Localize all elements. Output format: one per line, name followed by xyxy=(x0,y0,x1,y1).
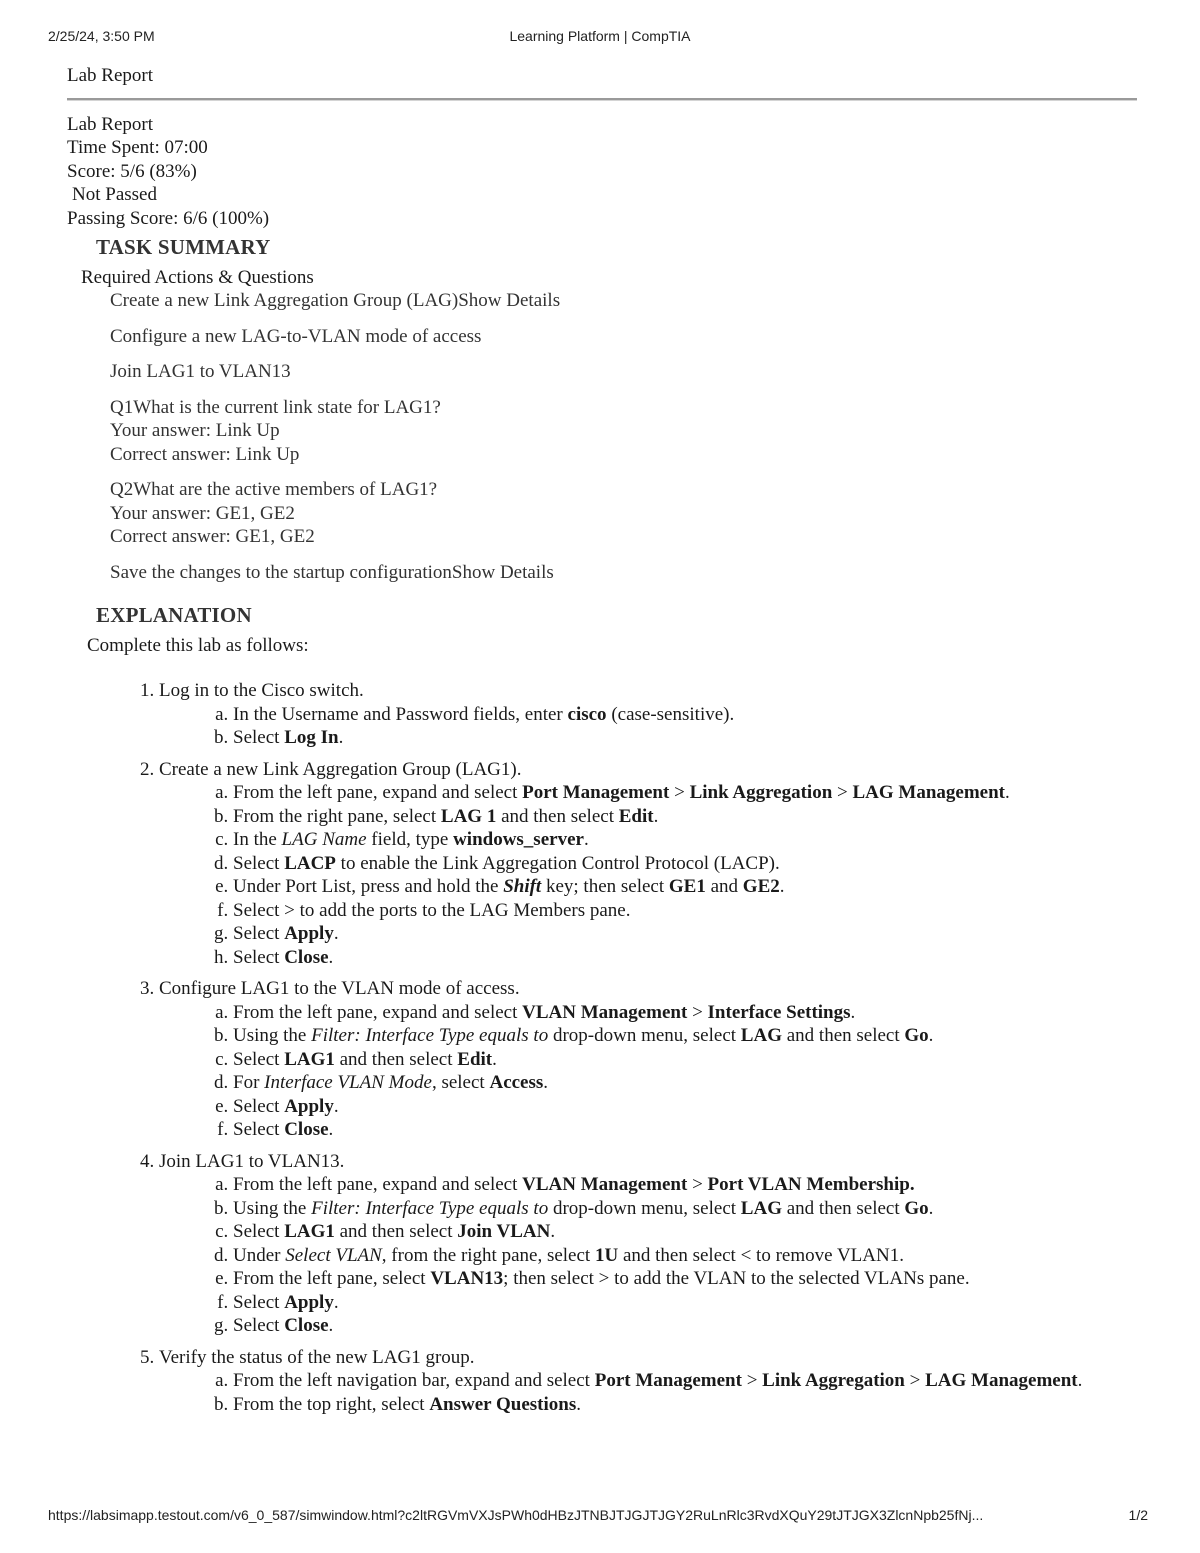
step-item xyxy=(159,758,1137,970)
substep-item: e. From the left pane, select VLAN13; then select > to add the VLAN to the selected VLANs pane. xyxy=(233,1267,1137,1291)
emphasis-text: Interface VLAN Mode xyxy=(264,1072,432,1093)
substep-item: d. Under Select VLAN, from the right pane, select 1U and then select < to remove VLAN1. xyxy=(233,1244,1137,1268)
emphasis-text: Close xyxy=(284,1315,329,1336)
emphasis-text: Filter: Interface Type equals to xyxy=(311,1197,549,1219)
emphasis-text: Join VLAN xyxy=(457,1221,551,1242)
substep-item: e. Under Port List, press and hold the Shift key; then select GE1 and GE2. xyxy=(233,875,1137,899)
show-details-link[interactable]: Show Details xyxy=(451,561,554,583)
report-meta xyxy=(67,113,1137,231)
emphasis-text: LAG1 xyxy=(284,1221,335,1242)
emphasis-text: Close xyxy=(284,1119,329,1140)
emphasis-text: 1U xyxy=(594,1244,619,1266)
emphasis-text: Select VLAN xyxy=(285,1244,382,1266)
substep-item: b. From the right pane, select LAG 1 and then select Edit. xyxy=(233,805,1137,829)
task-text: Join LAG1 to VLAN13 xyxy=(110,361,291,382)
substep-item: g. Select Apply. xyxy=(233,922,1137,946)
print-header xyxy=(0,28,1200,48)
report-heading: Lab Report xyxy=(67,65,154,86)
substep-item: g. Select Close. xyxy=(233,1314,1137,1338)
substep-item: b. Using the Filter: Interface Type equals to drop-down menu, select LAG and then select Go. xyxy=(233,1197,1137,1221)
substep-list xyxy=(159,781,1137,969)
substep-item: h. Select Close. xyxy=(233,946,1137,970)
emphasis-text: Edit xyxy=(457,1048,493,1070)
substep-list xyxy=(159,1001,1137,1142)
emphasis-text: Filter: Interface Type equals to xyxy=(311,1025,549,1046)
emphasis-text: Apply xyxy=(284,1095,334,1117)
emphasis-text: Edit xyxy=(618,805,654,827)
emphasis-text: GE2 xyxy=(742,876,780,897)
step-text: Create a new Link Aggregation Group (LAG1). xyxy=(159,758,522,780)
emphasis-text: Go xyxy=(904,1025,929,1046)
substep-list xyxy=(159,1369,1137,1416)
page-number: 1/2 xyxy=(1128,1507,1148,1523)
emphasis-text: Port VLAN Membership. xyxy=(707,1174,915,1195)
step-item xyxy=(159,679,1137,750)
substep-item: f. Select Close. xyxy=(233,1118,1137,1142)
emphasis-text: Link Aggregation xyxy=(762,1370,905,1391)
emphasis-text: Shift xyxy=(503,876,542,897)
substep-item: a. From the left pane, expand and select VLAN Management > Port VLAN Membership. xyxy=(233,1173,1137,1197)
substep-item: b. Using the Filter: Interface Type equals to drop-down menu, select LAG and then select Go. xyxy=(233,1024,1137,1048)
emphasis-text: VLAN Management xyxy=(522,1001,688,1023)
emphasis-text: Port Management xyxy=(594,1370,742,1391)
task-summary-title: TASK SUMMARY xyxy=(96,235,271,259)
substep-list xyxy=(159,703,1137,750)
question-item xyxy=(110,396,1137,467)
print-footer xyxy=(0,1507,1200,1527)
show-details-link[interactable]: Show Details xyxy=(458,290,561,311)
print-datetime: 2/25/24, 3:50 PM xyxy=(48,28,155,44)
step-text: Log in to the Cisco switch. xyxy=(159,680,364,701)
emphasis-text: Apply xyxy=(284,1291,334,1313)
passing-score: Passing Score: 6/6 (100%) xyxy=(67,207,270,229)
question-label: Q1 xyxy=(110,396,134,418)
time-spent: Time Spent: 07:00 xyxy=(67,137,208,158)
emphasis-text: Link Aggregation xyxy=(689,782,833,803)
emphasis-text: LAG xyxy=(740,1197,782,1219)
step-item xyxy=(159,1346,1137,1417)
step-text: Join LAG1 to VLAN13. xyxy=(159,1150,345,1172)
emphasis-text: Interface Settings xyxy=(707,1001,851,1023)
list-item xyxy=(110,289,1137,313)
your-answer: Your answer: Link Up xyxy=(110,420,280,441)
substep-item: a. From the left pane, expand and select VLAN Management > Interface Settings. xyxy=(233,1001,1137,1025)
emphasis-text: windows_server xyxy=(453,829,584,850)
emphasis-text: Apply xyxy=(284,923,334,944)
substep-item: c. In the LAG Name field, type windows_server. xyxy=(233,828,1137,852)
required-actions-heading: Required Actions & Questions xyxy=(81,266,314,288)
substep-item: c. Select LAG1 and then select Join VLAN. xyxy=(233,1220,1137,1244)
list-item xyxy=(110,360,1137,384)
step-item xyxy=(159,977,1137,1142)
explanation-intro: Complete this lab as follows: xyxy=(87,634,309,656)
print-page-title: Learning Platform | CompTIA xyxy=(509,28,691,44)
substep-item: c. Select LAG1 and then select Edit. xyxy=(233,1048,1137,1072)
emphasis-text: GE1 xyxy=(668,876,706,897)
explanation-steps xyxy=(67,679,1137,1416)
divider xyxy=(67,98,1137,101)
substep-item: a. From the left navigation bar, expand and select Port Management > Link Aggregation > LAG Management. xyxy=(233,1369,1137,1393)
substep-item: b. From the top right, select Answer Questions. xyxy=(233,1393,1137,1417)
question-text: What are the active members of LAG1? xyxy=(133,479,438,500)
task-text: Create a new Link Aggregation Group (LAG) xyxy=(110,290,459,311)
emphasis-text: LAG 1 xyxy=(440,805,497,827)
emphasis-text: Access xyxy=(489,1072,544,1093)
list-item xyxy=(110,325,1137,349)
substep-item: e. Select Apply. xyxy=(233,1095,1137,1119)
list-item xyxy=(110,561,1137,585)
substep-item: a. From the left pane, expand and select Port Management > Link Aggregation > LAG Management. xyxy=(233,781,1137,805)
substep-item: f. Select Apply. xyxy=(233,1291,1137,1315)
substep-item: d. For Interface VLAN Mode, select Access. xyxy=(233,1071,1137,1095)
task-list xyxy=(110,289,1137,584)
step-text: Verify the status of the new LAG1 group. xyxy=(159,1346,475,1368)
emphasis-text: Go xyxy=(904,1197,929,1219)
emphasis-text: cisco xyxy=(567,703,607,725)
step-text: Configure LAG1 to the VLAN mode of access. xyxy=(159,978,520,999)
correct-answer: Correct answer: Link Up xyxy=(110,443,300,465)
emphasis-text: LAG Name xyxy=(281,829,367,850)
substep-item: d. Select LACP to enable the Link Aggregation Control Protocol (LACP). xyxy=(233,852,1137,876)
emphasis-text: Answer Questions xyxy=(429,1393,577,1415)
emphasis-text: VLAN13 xyxy=(430,1268,504,1289)
task-text: Configure a new LAG-to-VLAN mode of access xyxy=(110,325,482,347)
step-item xyxy=(159,1150,1137,1338)
emphasis-text: VLAN Management xyxy=(522,1174,688,1195)
emphasis-text: Port Management xyxy=(522,782,670,803)
question-text: What is the current link state for LAG1? xyxy=(133,396,441,418)
substep-item: b. Select Log In. xyxy=(233,726,1137,750)
explanation-title: EXPLANATION xyxy=(96,603,252,627)
emphasis-text: LAG1 xyxy=(284,1048,335,1070)
emphasis-text: LACP xyxy=(284,852,336,874)
emphasis-text: LAG Management xyxy=(852,782,1006,803)
substep-item: a. In the Username and Password fields, enter cisco (case-sensitive). xyxy=(233,703,1137,727)
question-label: Q2 xyxy=(110,479,134,500)
emphasis-text: LAG Management xyxy=(925,1370,1078,1391)
page-url: https://labsimapp.testout.com/v6_0_587/simwindow.html?c2ltRGVmVXJsPWh0dHBzJTNBJTJGJTJGY2RuLnRlc3RvdXQuY29tJTJGX3ZlcnNpb25fNj... xyxy=(48,1507,984,1523)
report-subheading: Lab Report xyxy=(67,113,154,135)
emphasis-text: LAG xyxy=(740,1025,782,1046)
substep-list xyxy=(159,1173,1137,1338)
emphasis-text: Close xyxy=(284,946,329,968)
substep-item: f. Select > to add the ports to the LAG Members pane. xyxy=(233,899,1137,923)
status-badge: Not Passed xyxy=(72,184,157,205)
score: Score: 5/6 (83%) xyxy=(67,160,197,182)
task-text: Save the changes to the startup configuration xyxy=(110,561,452,583)
correct-answer: Correct answer: GE1, GE2 xyxy=(110,526,315,547)
lab-report xyxy=(67,64,1137,1424)
your-answer: Your answer: GE1, GE2 xyxy=(110,502,295,524)
question-item xyxy=(110,478,1137,549)
emphasis-text: Log In xyxy=(284,727,339,748)
